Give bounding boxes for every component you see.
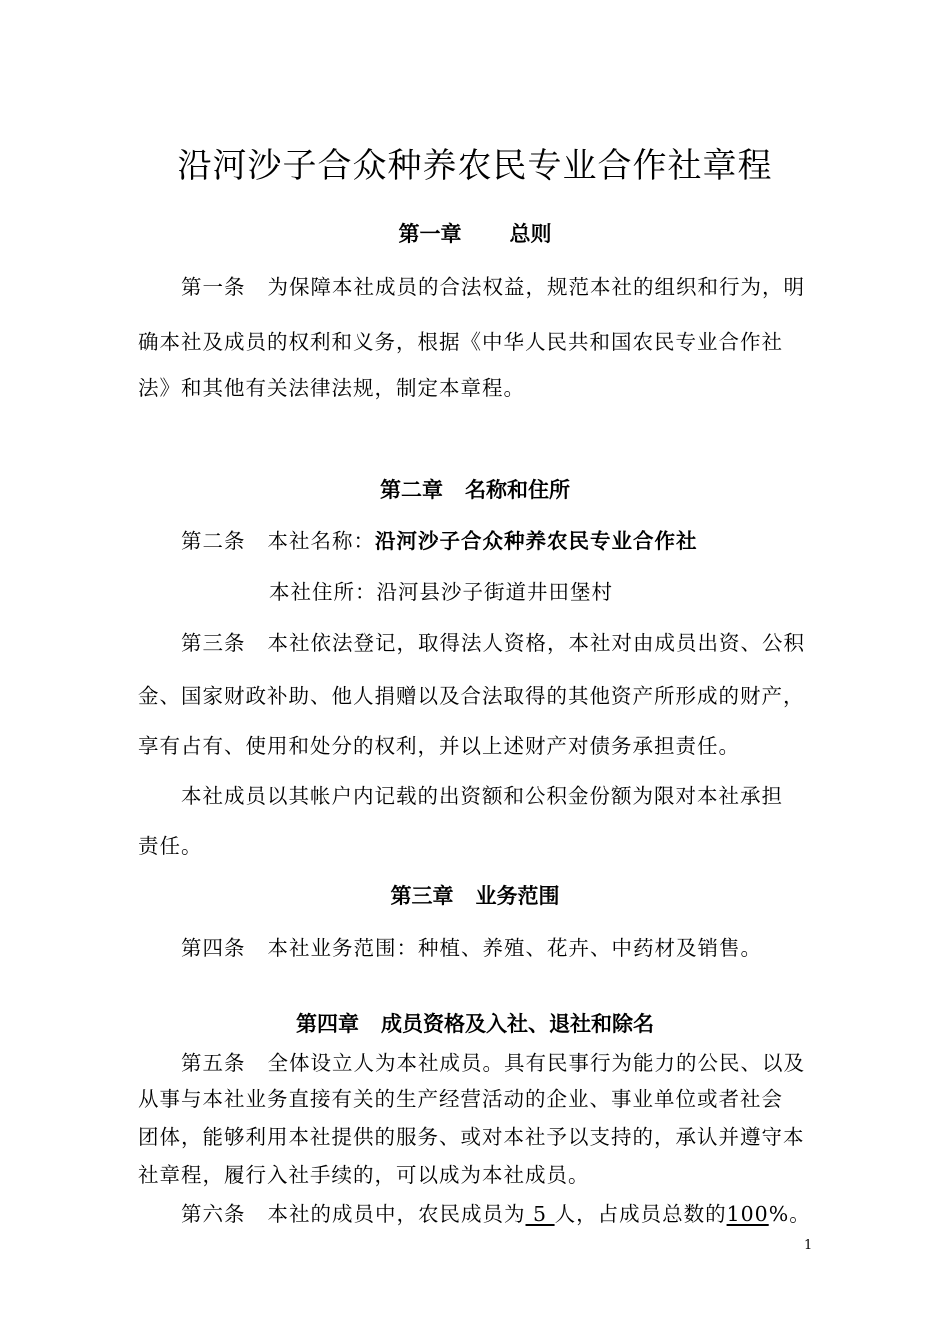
article-3-para-2-line-1: 本社成员以其帐户内记载的出资额和公积金份额为限对本社承担 bbox=[181, 784, 783, 808]
article-3-line-3: 享有占有、使用和处分的权利，并以上述财产对债务承担责任。 bbox=[138, 734, 740, 758]
article-6-line-1: 第六条 本社的成员中，农民成员为 5 人，占成员总数的100%。 bbox=[181, 1202, 811, 1226]
cooperative-name: 沿河沙子合众种养农民专业合作社 bbox=[375, 529, 698, 553]
chapter-2-heading bbox=[0, 474, 950, 504]
article-1-line-1: 第一条 为保障本社成员的合法权益，规范本社的组织和行为，明 bbox=[181, 275, 805, 299]
article-2-line-1: 第二条 本社名称：沿河沙子合众种养农民专业合作社 bbox=[181, 529, 698, 553]
article-4-line-1: 第四条 本社业务范围：种植、养殖、花卉、中药材及销售。 bbox=[181, 936, 762, 960]
chapter-3-heading bbox=[0, 880, 950, 910]
chapter-1-heading bbox=[0, 218, 950, 248]
article-1-line-3: 法》和其他有关法律法规，制定本章程。 bbox=[138, 376, 525, 400]
chapter-4-number: 第四章 bbox=[296, 1012, 359, 1036]
article-1-line-2: 确本社及成员的权利和义务，根据《中华人民共和国农民专业合作社 bbox=[138, 330, 783, 354]
article-2-address: 本社住所：沿河县沙子街道井田堡村 bbox=[269, 580, 613, 604]
article-3-para-2-line-2: 责任。 bbox=[138, 834, 203, 858]
document-title: 沿河沙子合众种养农民专业合作社章程 bbox=[177, 146, 773, 186]
chapter-1-number: 第一章 bbox=[398, 222, 462, 246]
article-5-label: 第五条 bbox=[181, 1051, 246, 1075]
article-5-line-3: 团体，能够利用本社提供的服务、或对本社予以支持的，承认并遵守本 bbox=[138, 1125, 805, 1149]
chapter-2-name: 名称和住所 bbox=[465, 478, 570, 502]
chapter-3-number: 第三章 bbox=[390, 884, 454, 908]
chapter-1-name: 总则 bbox=[509, 222, 552, 246]
article-3-line-1: 第三条 本社依法登记，取得法人资格，本社对由成员出资、公积 bbox=[181, 631, 805, 655]
chapter-3-name: 业务范围 bbox=[475, 884, 560, 908]
article-3-line-2: 金、国家财政补助、他人捐赠以及合法取得的其他资产所形成的财产， bbox=[138, 684, 805, 708]
article-3-label: 第三条 bbox=[181, 631, 246, 655]
article-1-label: 第一条 bbox=[181, 275, 246, 299]
chapter-2-number: 第二章 bbox=[380, 478, 443, 502]
article-5-line-2: 从事与本社业务直接有关的生产经营活动的企业、事业单位或者社会 bbox=[138, 1087, 783, 1111]
article-4-label: 第四条 bbox=[181, 936, 246, 960]
article-6-label: 第六条 bbox=[181, 1202, 246, 1226]
chapter-4-name: 成员资格及入社、退社和除名 bbox=[381, 1012, 654, 1036]
article-5-line-4: 社章程，履行入社手续的，可以成为本社成员。 bbox=[138, 1163, 590, 1187]
farmer-member-count: 5 bbox=[525, 1202, 555, 1226]
chapter-4-heading bbox=[0, 1008, 950, 1038]
article-2-label: 第二条 bbox=[181, 529, 246, 553]
farmer-member-percent: 100 bbox=[726, 1202, 769, 1226]
page-number: 1 bbox=[804, 1238, 813, 1253]
article-5-line-1: 第五条 全体设立人为本社成员。具有民事行为能力的公民、以及 bbox=[181, 1051, 805, 1075]
